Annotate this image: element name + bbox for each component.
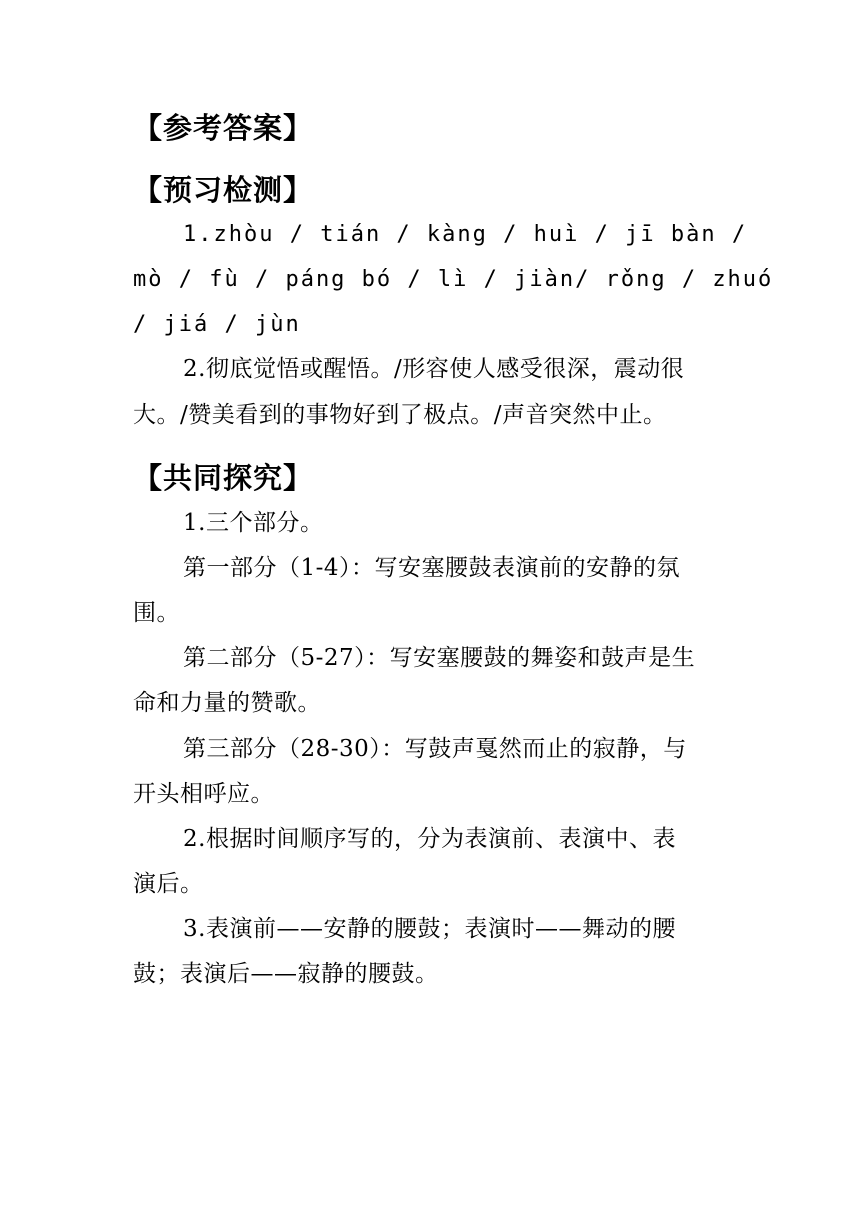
explore-heading: 【共同探究】 [133,461,314,495]
preview-heading: 【预习检测】 [133,173,314,207]
explore-q3-line-2: 鼓；表演后——寂静的腰鼓。 [133,961,439,987]
explore-part3-line-1: 第三部分（28-30）：写鼓声戛然而止的寂静，与 [183,736,687,762]
explore-q1: 1.三个部分。 [183,510,324,536]
preview-q1-line-2: mò / fù / páng bó / lì / jiàn/ rǒng / zhuó [133,267,774,292]
preview-q2-line-2: 大。/赞美看到的事物好到了极点。/声音突然中止。 [133,402,667,428]
explore-part1-line-1: 第一部分（1-4）：写安塞腰鼓表演前的安静的氛 [183,555,681,581]
explore-q2-line-1: 2.根据时间顺序写的，分为表演前、表演中、表 [183,826,676,852]
explore-q3-line-1: 3.表演前——安静的腰鼓；表演时——舞动的腰 [183,916,676,942]
explore-part2-line-1: 第二部分（5-27）：写安塞腰鼓的舞姿和鼓声是生 [183,645,696,671]
explore-part2-line-2: 命和力量的赞歌。 [133,690,321,716]
explore-part3-line-2: 开头相呼应。 [133,781,274,807]
preview-q2-line-1: 2.彻底觉悟或醒悟。/形容使人感受很深，震动很 [183,356,685,382]
preview-q1-line-3: / jiá / jùn [133,312,301,337]
explore-q2-line-2: 演后。 [133,871,204,897]
answers-heading: 【参考答案】 [133,111,314,145]
preview-q1-line-1: 1.zhòu / tián / kàng / huì / jī bàn / [183,222,748,247]
explore-part1-line-2: 围。 [133,600,180,626]
